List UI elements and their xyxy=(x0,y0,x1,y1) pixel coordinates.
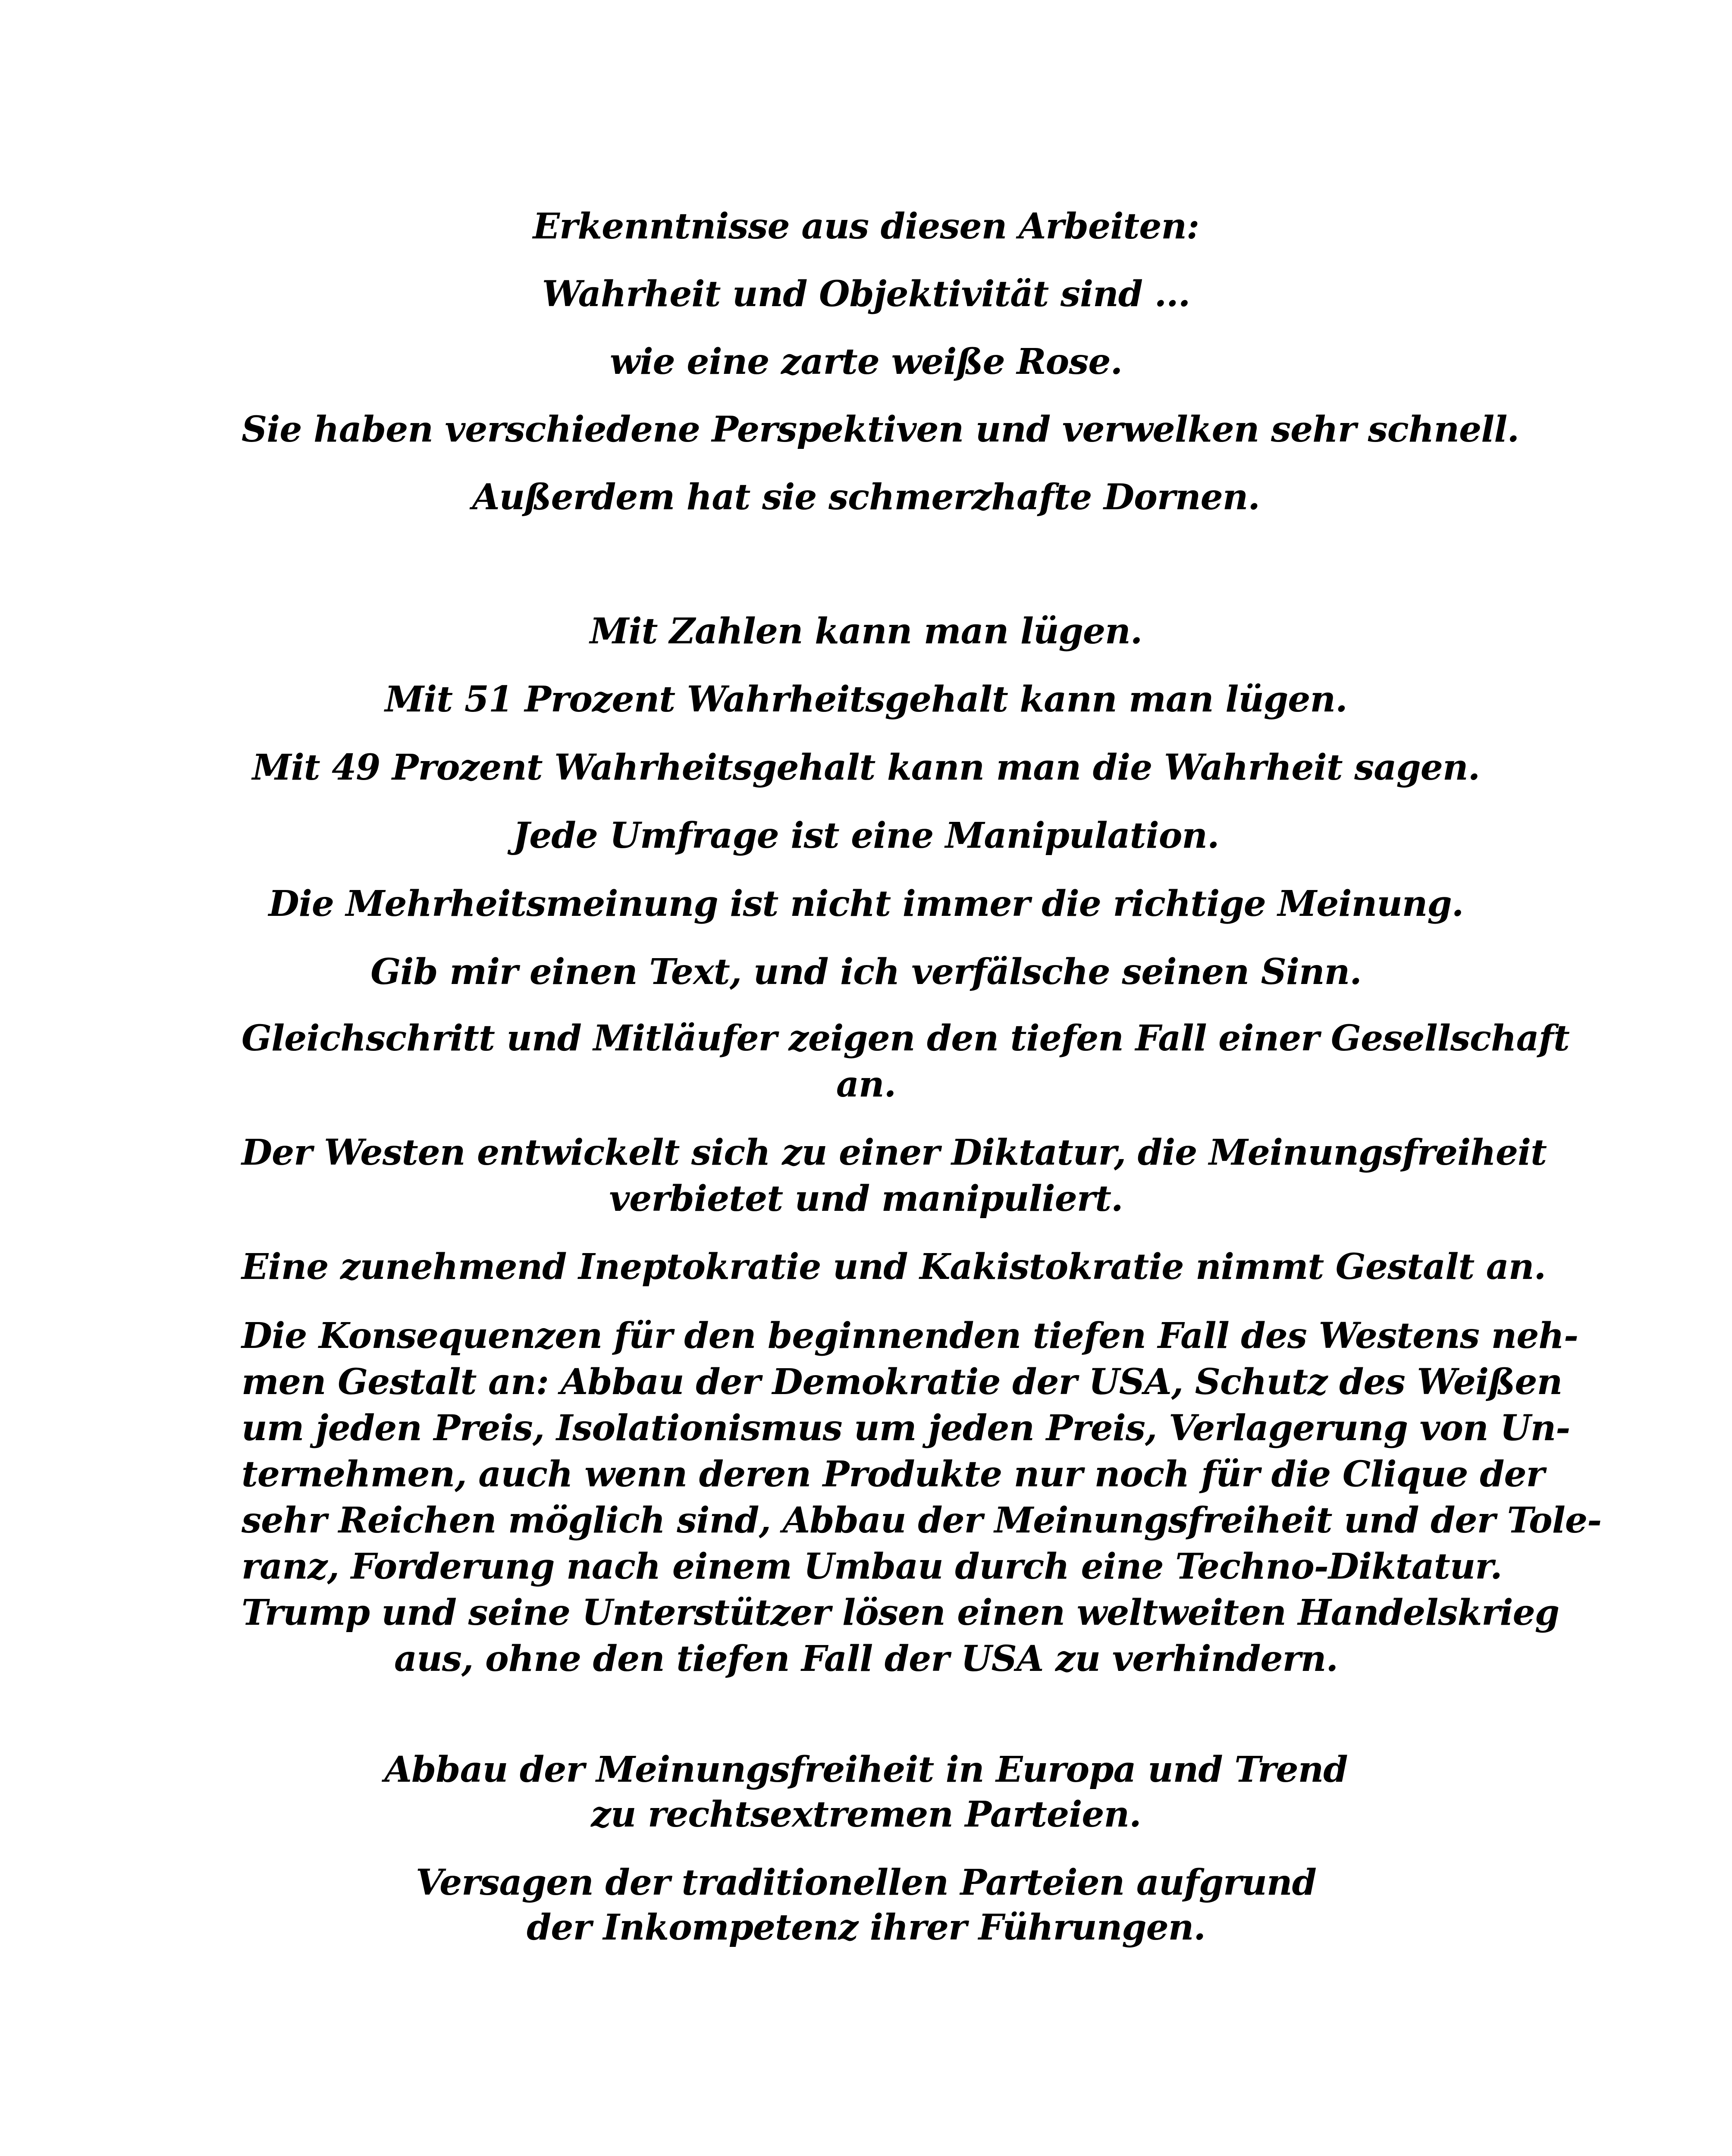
text-line: Der Westen entwickelt sich zu einer Diktatur, die Meinungsfreiheit xyxy=(242,1132,1547,1173)
text-line: Versagen der traditionellen Parteien aufgrund xyxy=(415,1862,1316,1903)
text-line: Außerdem hat sie schmerzhafte Dornen. xyxy=(472,476,1260,518)
stanza-zahlen xyxy=(242,597,1490,1006)
text-line: Gib mir einen Text, und ich verfälsche seinen Sinn. xyxy=(370,951,1362,993)
text-line: Eine zunehmend Ineptokratie und Kakistokratie nimmt Gestalt an. xyxy=(242,1246,1546,1288)
text-line: Erkenntnisse aus diesen Arbeiten: xyxy=(533,206,1199,247)
text-line: Abbau der Meinungsfreiheit in Europa und Trend xyxy=(384,1749,1348,1790)
text-line: um jeden Preis, Isolationismus um jeden Preis, Verlagerung von Un- xyxy=(242,1407,1570,1449)
paragraph-versagen xyxy=(242,1860,1490,1950)
text-line: Gleichschritt und Mitläufer zeigen den tiefen Fall einer Gesellschaft xyxy=(242,1018,1569,1059)
text-line: Mit 51 Prozent Wahrheitsgehalt kann man lügen. xyxy=(385,679,1347,720)
text-line: an. xyxy=(836,1064,896,1105)
text-line: Die Konsequenzen für den beginnenden tiefen Fall des Westens neh- xyxy=(242,1315,1578,1357)
text-line: Die Mehrheitsmeinung ist nicht immer die richtige Meinung. xyxy=(268,883,1464,924)
text-line: wie eine zarte weiße Rose. xyxy=(609,341,1123,382)
paragraph-europa xyxy=(242,1747,1490,1837)
paragraph-westen xyxy=(242,1130,1547,1222)
text-line: verbietet und manipuliert. xyxy=(609,1178,1123,1219)
text-line: zu rechtsextremen Parteien. xyxy=(591,1794,1141,1835)
paragraph-konsequenzen xyxy=(242,1313,1602,1682)
text-line: Sie haben verschiedene Perspektiven und verwelken sehr schnell. xyxy=(242,409,1519,450)
text-line: aus, ohne den tiefen Fall der USA zu verhindern. xyxy=(394,1638,1338,1680)
text-line: Mit Zahlen kann man lügen. xyxy=(590,611,1142,652)
text-line: ranz, Forderung nach einem Umbau durch eine Techno-Diktatur. xyxy=(242,1546,1502,1587)
paragraph-gleichschritt xyxy=(242,1015,1569,1108)
paragraph-ineptokratie xyxy=(242,1244,1546,1290)
text-line: ternehmen, auch wenn deren Produkte nur noch für die Clique der xyxy=(242,1454,1544,1495)
stanza-erkenntnisse xyxy=(242,193,1519,531)
text-line: Trump und seine Unterstützer lösen einen weltweiten Handelskrieg xyxy=(242,1592,1559,1633)
text-line: Jede Umfrage ist eine Manipulation. xyxy=(513,815,1219,856)
text-line: men Gestalt an: Abbau der Demokratie der USA, Schutz des Weißen xyxy=(242,1361,1563,1403)
text-line: Wahrheit und Objektivität sind ... xyxy=(542,273,1190,315)
text-line: der Inkompetenz ihrer Führungen. xyxy=(527,1907,1205,1948)
text-line: Mit 49 Prozent Wahrheitsgehalt kann man die Wahrheit sagen. xyxy=(252,747,1480,788)
text-line: sehr Reichen möglich sind, Abbau der Meinungsfreiheit und der Tole- xyxy=(242,1500,1602,1541)
